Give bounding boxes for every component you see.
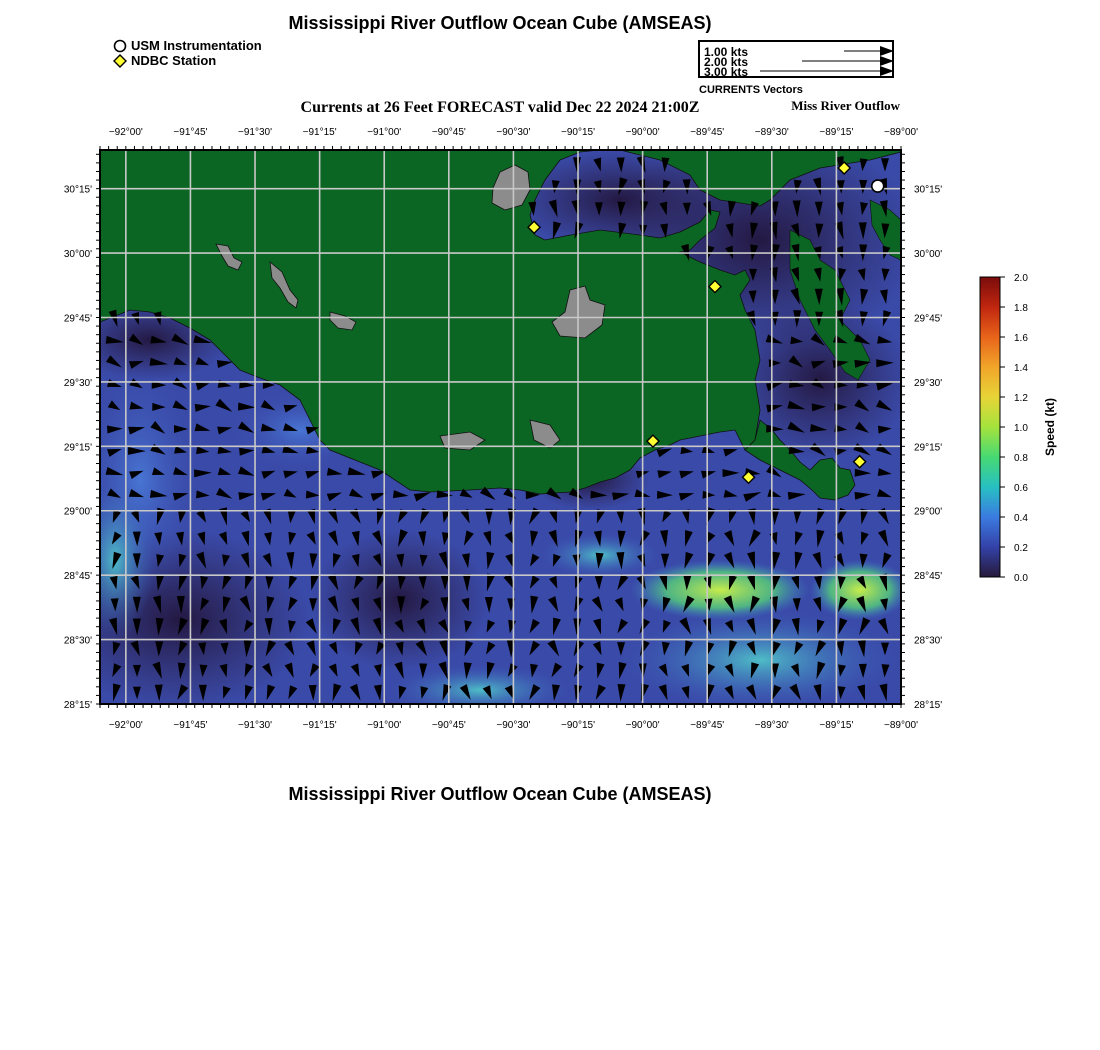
lat-label-right: 30°15' [914, 184, 943, 196]
lat-label-right: 28°30' [914, 635, 943, 647]
lon-label-top: −89°15' [819, 127, 854, 138]
lon-label-bottom: −92°00' [108, 720, 143, 731]
lat-label-right: 29°00' [914, 506, 943, 518]
lon-label-bottom: −91°15' [302, 720, 337, 731]
colorbar-tick-label: 0.6 [1014, 483, 1028, 494]
lon-label-bottom: −90°00' [625, 720, 660, 731]
map-subtitle: Currents at 26 Feet FORECAST valid Dec 22 2024 21:00Z [300, 99, 700, 116]
colorbar-tick-label: 0.0 [1014, 573, 1028, 584]
lon-label-top: −91°45' [173, 127, 208, 138]
lat-label-left: 29°00' [63, 506, 92, 518]
lon-label-top: −91°00' [367, 127, 402, 138]
lon-label-top: −91°30' [238, 127, 273, 138]
colorbar-tick-label: 1.6 [1014, 333, 1028, 344]
lon-label-top: −90°45' [431, 127, 466, 138]
legend-ndbc [113, 53, 216, 68]
lon-label-bottom: −90°15' [561, 720, 596, 731]
lat-label-left: 28°15' [63, 700, 92, 711]
usm-circle-icon [113, 39, 127, 53]
lat-label-left: 29°45' [63, 313, 92, 325]
lon-label-bottom: −91°30' [238, 720, 273, 731]
lat-label-left: 30°00' [63, 249, 92, 261]
vector-key-row-1: 1.00 kts [704, 45, 749, 59]
lat-label-right: 29°15' [914, 442, 943, 454]
colorbar-tick-label: 0.8 [1014, 453, 1028, 464]
lon-label-bottom: −90°30' [496, 720, 531, 731]
lat-label-left: 29°30' [63, 377, 92, 389]
lat-label-right: 28°15' [914, 700, 943, 711]
vector-key-row-2: 2.00 kts [704, 55, 749, 69]
colorbar-tick-label: 0.2 [1014, 543, 1028, 554]
lat-label-right: 30°00' [914, 249, 943, 261]
lat-label-left: 29°15' [63, 442, 92, 454]
lon-label-top: −89°00' [884, 127, 918, 138]
bottom-title: Mississippi River Outflow Ocean Cube (AMSEAS) [288, 784, 712, 804]
ndbc-diamond-icon [113, 54, 127, 68]
lat-label-right: 28°45' [914, 571, 943, 583]
lon-label-bottom: −89°30' [754, 720, 789, 731]
currents-map [60, 120, 960, 740]
colorbar-label: Speed (kt) [1043, 397, 1057, 457]
vector-key-arrows [700, 42, 896, 80]
legend-ndbc-label: NDBC Station [131, 53, 217, 68]
colorbar-tick-label: 0.4 [1014, 513, 1028, 524]
speed-colorbar [970, 270, 1070, 590]
lat-labels-right [914, 185, 942, 711]
colorbar-tick-label: 2.0 [1014, 273, 1028, 284]
lon-labels-bottom [109, 720, 918, 731]
lon-label-bottom: −91°00' [367, 720, 402, 731]
page-title: Mississippi River Outflow Ocean Cube (AMSEAS) [288, 13, 712, 33]
vector-key-box [698, 40, 894, 78]
vector-key-row-3: 3.00 kts [704, 65, 749, 79]
lon-label-bottom: −90°45' [431, 720, 466, 731]
colorbar-ticks [1000, 273, 1028, 584]
lon-label-top: −89°30' [754, 127, 789, 138]
usm-station-marker[interactable] [872, 180, 884, 192]
colorbar-tick-label: 1.8 [1014, 303, 1028, 314]
lon-label-bottom: −89°00' [884, 720, 918, 731]
colorbar-tick-label: 1.2 [1014, 393, 1028, 404]
colorbar-tick-label: 1.4 [1014, 363, 1028, 374]
legend-usm [113, 38, 262, 53]
lon-label-top: −91°15' [302, 127, 337, 138]
lon-label-top: −90°30' [496, 127, 531, 138]
lon-label-bottom: −89°15' [819, 720, 854, 731]
lat-label-right: 29°30' [914, 377, 943, 389]
lon-label-top: −90°15' [561, 127, 596, 138]
legend-usm-label: USM Instrumentation [131, 38, 262, 53]
lon-labels-top [109, 127, 918, 138]
lon-label-top: −89°45' [690, 127, 725, 138]
region-label: Miss River Outflow [791, 98, 900, 113]
lat-label-left: 30°15' [63, 184, 92, 196]
lon-label-top: −90°00' [625, 127, 660, 138]
lon-label-bottom: −89°45' [690, 720, 725, 731]
lat-label-left: 28°30' [63, 635, 92, 647]
colorbar-tick-label: 1.0 [1014, 423, 1028, 434]
lat-label-right: 29°45' [914, 313, 943, 325]
colorbar-ramp [980, 277, 1000, 577]
lon-label-top: −92°00' [108, 127, 143, 138]
vector-key-title: CURRENTS Vectors [699, 84, 803, 96]
lat-labels-left [64, 185, 92, 711]
lon-label-bottom: −91°45' [173, 720, 208, 731]
lat-label-left: 28°45' [63, 571, 92, 583]
